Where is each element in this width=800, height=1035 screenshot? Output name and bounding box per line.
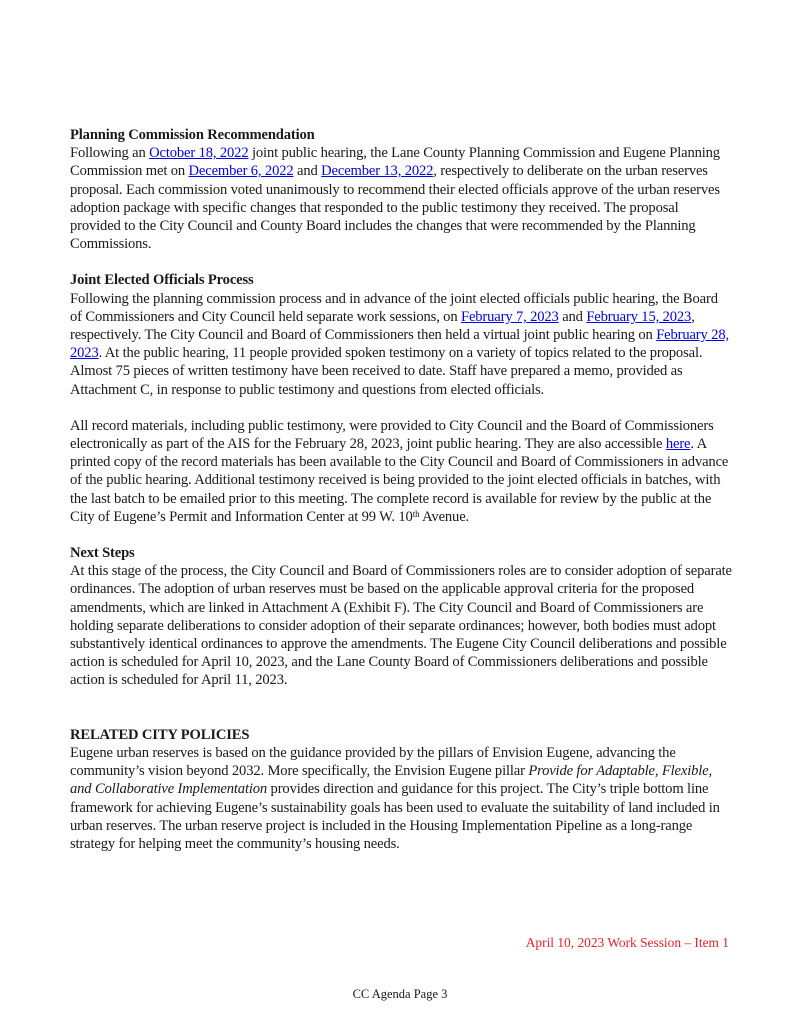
link-october-18-2022[interactable]: October 18, 2022 xyxy=(149,145,249,162)
page-number-label: CC Agenda Page 3 xyxy=(352,987,448,1001)
next-steps-paragraph: At this stage of the process, the City Council and Board of Commissioners roles are to consider adoption of separate ordinances. The adoption of urban reserves must be based on the applicable approval criteria for the proposed amendments, which are linked in Attachment A (Exhibit F). The City Council and Board of Commissioners are holding separate deliberations to consider adoption of their separate ordinances; however, both bodies must adopt substantively identical ordinances to approve the amendments. The Eugene City Council deliberations and possible action is scheduled for April 10, 2023, and the Lane County Board of Commissioners deliberations and possible action is scheduled for April 11, 2023. xyxy=(70,563,732,689)
planning-commission-paragraph xyxy=(70,144,732,253)
text-run: . At the public hearing, 11 people provided spoken testimony on a variety of topics related to the proposal. Almost 75 pieces of written testimony have been received to date. Staff have prepared a memo, provided as Attachment C, in response to public testimony and questions from elected officials. xyxy=(70,345,703,398)
section-heading-planning-commission: Planning Commission Recommendation xyxy=(70,127,315,143)
link-december-6-2022[interactable]: December 6, 2022 xyxy=(188,163,294,180)
link-february-15-2023[interactable]: February 15, 2023 xyxy=(586,308,692,325)
text-run: joint public hearing, the Lane County Planning Commission and Eugene Planning Commission met on xyxy=(70,145,720,180)
spacer xyxy=(70,253,732,271)
record-materials-paragraph xyxy=(70,417,732,526)
next-steps-section xyxy=(70,544,732,690)
text-run: All record materials, including public testimony, were provided to City Council and the Board of Commissioners electronically as part of the AIS for the February 28, 2023, joint public hearing. They are also accessible xyxy=(70,417,714,453)
text-run: Eugene urban reserves is based on the guidance provided by the pillars of Envision Eugene, advancing the community’s vision beyond 2032. More specifically, the Envision Eugene pillar xyxy=(70,744,676,780)
text-run: Avenue. xyxy=(419,508,470,525)
related-city-policies-section xyxy=(70,726,732,853)
section-heading-related-city-policies: RELATED CITY POLICIES xyxy=(70,726,250,743)
spacer xyxy=(70,399,732,417)
text-run: , respectively. The City Council and Board of Commissioners then held a virtual joint public hearing on xyxy=(70,308,695,344)
related-policies-paragraph xyxy=(70,744,732,853)
section-heading-joint-elected-officials: Joint Elected Officials Process xyxy=(70,272,254,289)
text-run: Following the planning commission process and in advance of the joint elected officials public hearing, the Board of Commissioners and City Council held separate work sessions, on xyxy=(70,290,718,325)
text-run: , respectively to deliberate on the urban reserves proposal. Each commission voted unanimously to recommend their elected officials approve of the urban reserves adoption package with specific changes that responded to the public testimony they received. The proposal provided to the City Council and County Board includes the changes that were recommended by the Planning Commissions. xyxy=(70,163,720,253)
section-heading-next-steps: Next Steps xyxy=(70,545,135,562)
document-page xyxy=(70,126,732,853)
text-run: Following an xyxy=(70,145,150,162)
link-here-record-materials[interactable]: here xyxy=(665,436,691,453)
envision-eugene-pillar-name: Provide for Adaptable, Flexible, and Collaborative Implementation xyxy=(70,763,712,798)
text-run: and xyxy=(558,308,587,325)
record-materials-section xyxy=(70,417,732,526)
link-december-13-2022[interactable]: December 13, 2022 xyxy=(321,163,434,180)
text-run: . A printed copy of the record materials has been available to the City Council and Board of Commissioners in advance of the public hearing. Additional testimony received is being provided to the joint elected officials in batches, with the last batch to be emailed prior to this meeting. The complete record is available for review by the public at the City of Eugene’s Permit and Information Center at 99 W. 10 xyxy=(70,436,729,525)
link-february-7-2023[interactable]: February 7, 2023 xyxy=(460,308,559,325)
link-february-28-2023[interactable]: February 28, 2023 xyxy=(70,327,729,362)
joint-elected-paragraph xyxy=(70,290,732,399)
joint-elected-officials-section xyxy=(70,271,732,398)
spacer xyxy=(70,690,732,726)
work-session-reference: April 10, 2023 Work Session – Item 1 xyxy=(525,935,729,950)
text-run: and xyxy=(293,163,322,180)
text-run: provides direction and guidance for this project. The City’s triple bottom line framework for achieving Eugene’s sustainability goals has been used to evaluate the suitability of land included in urban reserves. The urban reserve project is included in the Housing Implementation Pipeline as a long-range strategy for helping meet the community’s housing needs. xyxy=(70,781,720,852)
planning-commission-section xyxy=(70,126,732,253)
spacer xyxy=(70,526,732,544)
ordinal-superscript: th xyxy=(412,508,420,519)
